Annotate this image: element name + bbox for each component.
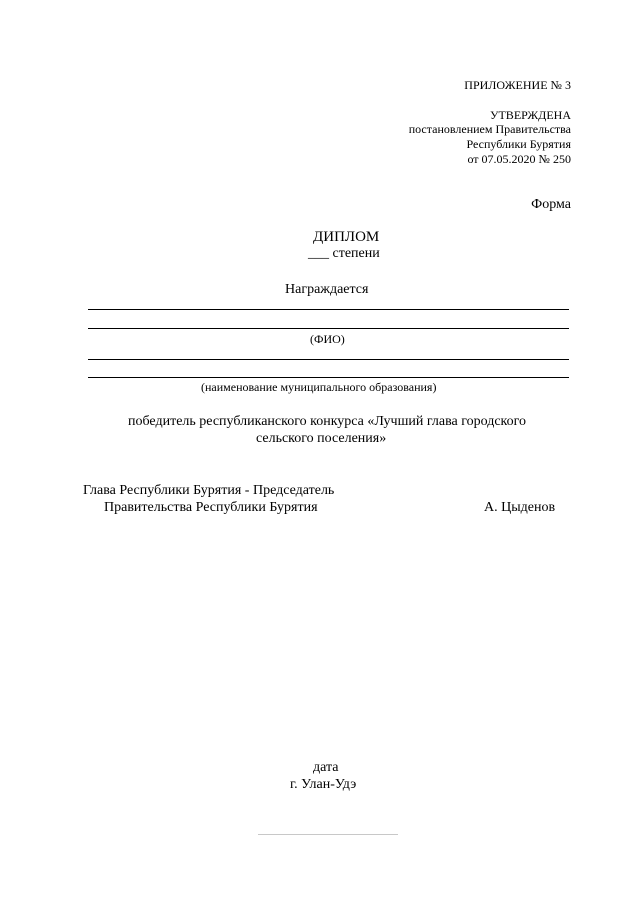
form-label: Форма [531, 197, 571, 212]
fio-line-1 [88, 309, 569, 310]
municipality-caption: (наименование муниципального образования) [201, 380, 437, 394]
appendix-number: ПРИЛОЖЕНИЕ № 3 [464, 78, 571, 92]
approved-label: УТВЕРЖДЕНА [489, 108, 571, 122]
degree-line: ___ степени [308, 246, 380, 261]
approval-date: от 07.05.2020 № 250 [467, 152, 571, 166]
signer-name: А. Цыденов [484, 500, 556, 515]
fio-caption: (ФИО) [310, 332, 345, 346]
municipality-line-2 [88, 377, 569, 378]
signer-position-line-2: Правительства Республики Бурятия [104, 500, 318, 515]
fio-line-2 [88, 328, 569, 329]
footer-divider [258, 834, 398, 835]
municipality-line-1 [88, 359, 569, 360]
signer-position-line-1: Глава Республики Бурятия - Председатель [83, 483, 335, 498]
approved-by-line-1: постановлением Правительства [408, 122, 571, 136]
diploma-title: ДИПЛОМ [313, 229, 380, 245]
winner-text-line-2: сельского поселения» [256, 431, 387, 446]
date-label: дата [313, 760, 339, 775]
city-label: г. Улан-Удэ [290, 777, 357, 792]
awarded-label: Награждается [285, 282, 369, 297]
approved-by-line-2: Республики Бурятия [466, 137, 571, 151]
winner-text-line-1: победитель республиканского конкурса «Лучший глава городского [128, 414, 527, 429]
